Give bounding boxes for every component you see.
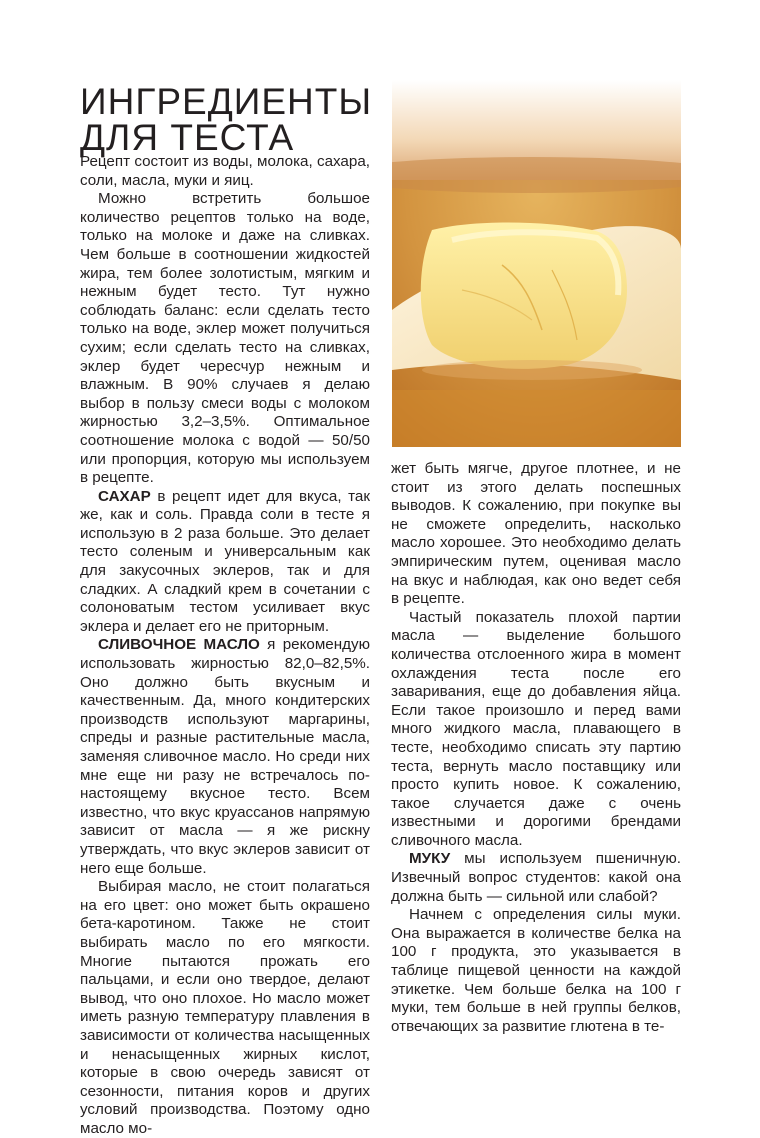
flour-strength-paragraph: Начнем с определения силы муки. Она выражается в количестве белка на 100 г продукта, это указывается в таблице пищевой ценности на каждой этикетке. Чем больше белка на 100 г муки, тем больше в ней группы белков, отвечающих за развитие глютена в те- [391, 906, 681, 1035]
flour-paragraph [391, 850, 681, 906]
right-column [391, 460, 681, 1036]
butter-text: я рекомендую использовать жирностью 82,0–82,5%. Оно должно быть вкусным и качественным. Да, много кондитерских производств используют маргарины, спреды и разные растительные масла, заменяя сливочное масло. Но среди них мне еще ни разу не встречалось по-настоящему вкусное тесто. Всем известно, что вкус круассанов напрямую зависит от масла — я же рискну утверждать, что вкус эклеров зависит от него еще больше. [80, 636, 370, 877]
sugar-text: в рецепт идет для вкуса, так же, как и соль. Правда соли в тесте я использую в 2 раза больше. Это делает тесто соленым и универсальным как для закусочных эклеров, так и для сладких. А сладкий крем в сочетании с солоноватым тестом усиливает вкус эклера и делает его не приторным. [80, 487, 370, 635]
butter-choice-paragraph: Выбирая масло, не стоит полагаться на его цвет: оно может быть окрашено бета-каротином. Также не стоит выбирать масло по его мягкости. Многие пытаются прожать его пальцами, и если оно твердое, делают вывод, что оно плохое. Но масло может иметь разную температуру плавления в зависимости от количества насыщенных и ненасыщенных жирных кислот, которые в свою очередь зависят от сезонности, питания коров и других условий производства. Поэтому одно масло мо- [80, 878, 370, 1137]
butter-on-spatula-photo [392, 80, 681, 447]
sugar-lead: САХАР [98, 487, 151, 505]
page-title: ИНГРЕДИЕНТЫ ДЛЯ ТЕСТА [80, 81, 373, 158]
flour-text: мы используем пшеничную. Извечный вопрос студентов: какой она должна быть — сильной или слабой? [391, 850, 681, 905]
liquids-paragraph: Можно встретить большое количество рецептов только на воде, только на молоке и даже на сливках. Чем больше в соотношении жидкостей жира, тем более золотистым, мягким и нежным будет тесто. Тут нужно соблюдать баланс: если сделать тесто только на воде, эклер может получиться сухим; если сделать тесто на сливках, эклер будет чересчур нежным и влажным. В 90% случаев я делаю выбор в пользу смеси воды с молоком жирностью 3,2–3,5%. Оптимальное соотношение молока с водой — 50/50 или пропорция, которую мы используем в рецепте. [80, 190, 370, 487]
bad-butter-paragraph: Частый показатель плохой партии масла — выделение большого количества отслоенного жира в момент охлаждения теста после его заваривания, еще до добавления яйца. Если такое произошло и перед вами много жидкого масла, плавающего в тесте, необходимо списать эту партию теста, вернуть масло поставщику или просто купить новое. К сожалению, такое случается даже с очень известными и дорогими брендами сливочного масла. [391, 608, 681, 849]
intro-paragraph: Рецепт состоит из воды, молока, сахара, соли, масла, муки и яиц. [80, 153, 370, 189]
sugar-paragraph [80, 488, 370, 637]
butter-paragraph [80, 636, 370, 878]
butter-lead: СЛИВОЧНОЕ МАСЛО [98, 636, 260, 654]
flour-lead: МУКУ [409, 850, 451, 868]
butter-continued-paragraph: жет быть мягче, другое плотнее, и не стоит из этого делать поспешных выводов. К сожалению, при покупке вы не сможете определить, насколько масло хорошее. Это необходимо делать эмпирическим путем, оценивая масло на вкус и наблюдая, как оно ведет себя в рецепте. [391, 460, 681, 608]
left-column [80, 153, 370, 1138]
